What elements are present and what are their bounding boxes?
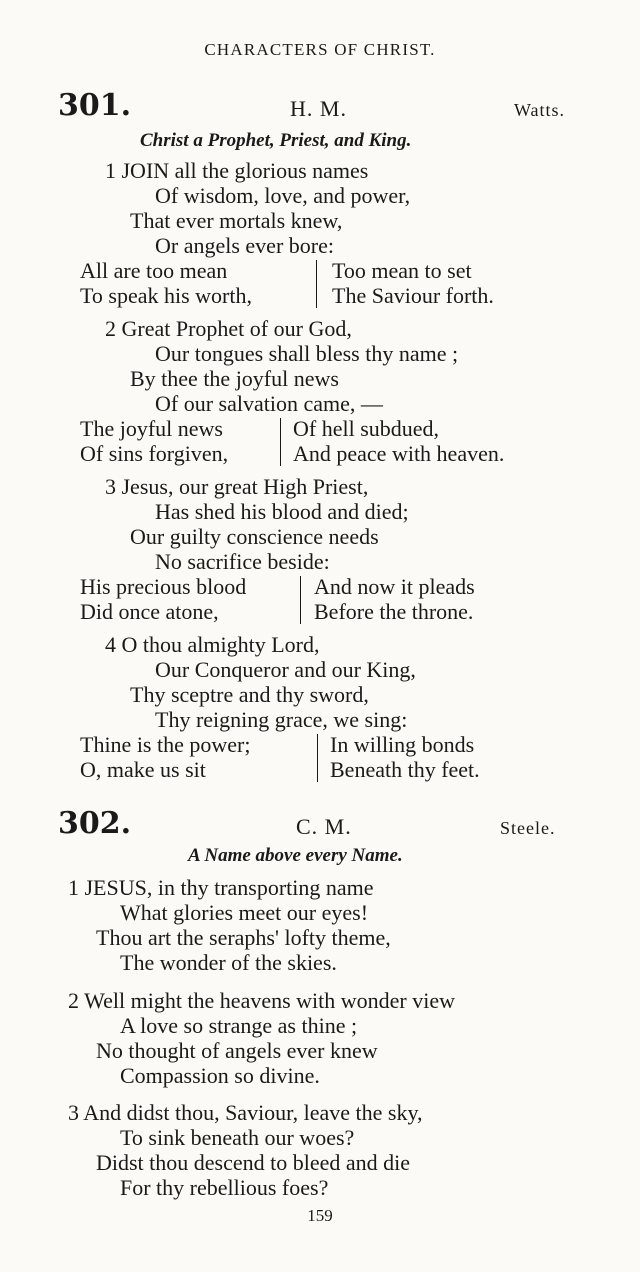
verse-line: Compassion so divine.: [120, 1063, 320, 1088]
verse-line: 3 Jesus, our great High Priest,: [105, 474, 369, 499]
verse-line: No sacrifice beside:: [155, 549, 330, 574]
verse-line: 1 JOIN all the glorious names: [105, 158, 369, 183]
hymn-301-title: Christ a Prophet, Priest, and King.: [140, 130, 412, 151]
hymn-301-number: 301.: [58, 88, 132, 123]
verse-line: Our tongues shall bless thy name ;: [155, 341, 459, 366]
verse-line: To sink beneath our woes?: [120, 1125, 355, 1150]
verse-line: Of wisdom, love, and power,: [155, 183, 411, 208]
verse-line: Our Conqueror and our King,: [155, 657, 416, 682]
chorus-right-line: In willing bonds: [330, 732, 475, 757]
chorus-right-line: And now it pleads: [314, 574, 475, 599]
verse-line: Thou art the seraphs' lofty theme,: [96, 925, 391, 950]
page-number: 159: [307, 1206, 333, 1225]
verse-line: 3 And didst thou, Saviour, leave the sky,: [68, 1100, 423, 1125]
verse-line: That ever mortals knew,: [130, 208, 343, 233]
chorus-left-line: The joyful news: [80, 416, 223, 441]
chorus-right-line: Of hell subdued,: [293, 416, 440, 441]
verse-line: By thee the joyful news: [130, 366, 339, 391]
hymn-302-author: Steele.: [500, 818, 556, 838]
verse-line: What glories meet our eyes!: [120, 900, 369, 925]
verse-line: No thought of angels ever knew: [96, 1038, 378, 1063]
chorus-divider: [300, 576, 301, 624]
chorus-left-line: To speak his worth,: [80, 283, 252, 308]
verse-line: Didst thou descend to bleed and die: [96, 1150, 411, 1175]
chorus-right-line: And peace with heaven.: [293, 441, 505, 466]
chorus-left-line: Did once atone,: [80, 599, 219, 624]
chorus-left-line: O, make us sit: [80, 757, 206, 782]
verse-line: Thy sceptre and thy sword,: [130, 682, 369, 707]
hymn-301-author: Watts.: [514, 100, 566, 120]
verse-line: A love so strange as thine ;: [120, 1013, 358, 1038]
verse-line: Has shed his blood and died;: [155, 499, 409, 524]
chorus-right-line: Too mean to set: [332, 258, 472, 283]
chorus-right-line: Before the throne.: [314, 599, 474, 624]
chorus-left-line: Of sins forgiven,: [80, 441, 229, 466]
verse-line: Thy reigning grace, we sing:: [155, 707, 408, 732]
chorus-left-line: All are too mean: [80, 258, 228, 283]
chorus-right-line: Beneath thy feet.: [330, 757, 480, 782]
chorus-left-line: His precious blood: [80, 574, 247, 599]
verse-line: 2 Well might the heavens with wonder view: [68, 988, 456, 1013]
hymn-302-title: A Name above every Name.: [188, 845, 403, 866]
verse-line: 4 O thou almighty Lord,: [105, 632, 320, 657]
running-head: CHARACTERS OF CHRIST.: [204, 40, 436, 59]
chorus-left-line: Thine is the power;: [80, 732, 251, 757]
chorus-right-line: The Saviour forth.: [332, 283, 494, 308]
verse-line: Of our salvation came, —: [155, 391, 383, 416]
verse-line: The wonder of the skies.: [120, 950, 337, 975]
verse-line: For thy rebellious foes?: [120, 1175, 329, 1200]
hymn-302-number: 302.: [58, 806, 132, 841]
verse-line: Our guilty conscience needs: [130, 524, 379, 549]
chorus-divider: [280, 418, 281, 466]
hymn-302-meter: C. M.: [296, 814, 352, 839]
chorus-divider: [317, 734, 318, 782]
hymn-301-meter: H. M.: [290, 96, 347, 121]
verse-line: 2 Great Prophet of our God,: [105, 316, 352, 341]
chorus-divider: [316, 260, 317, 308]
verse-line: 1 JESUS, in thy transporting name: [68, 875, 374, 900]
verse-line: Or angels ever bore:: [155, 233, 334, 258]
